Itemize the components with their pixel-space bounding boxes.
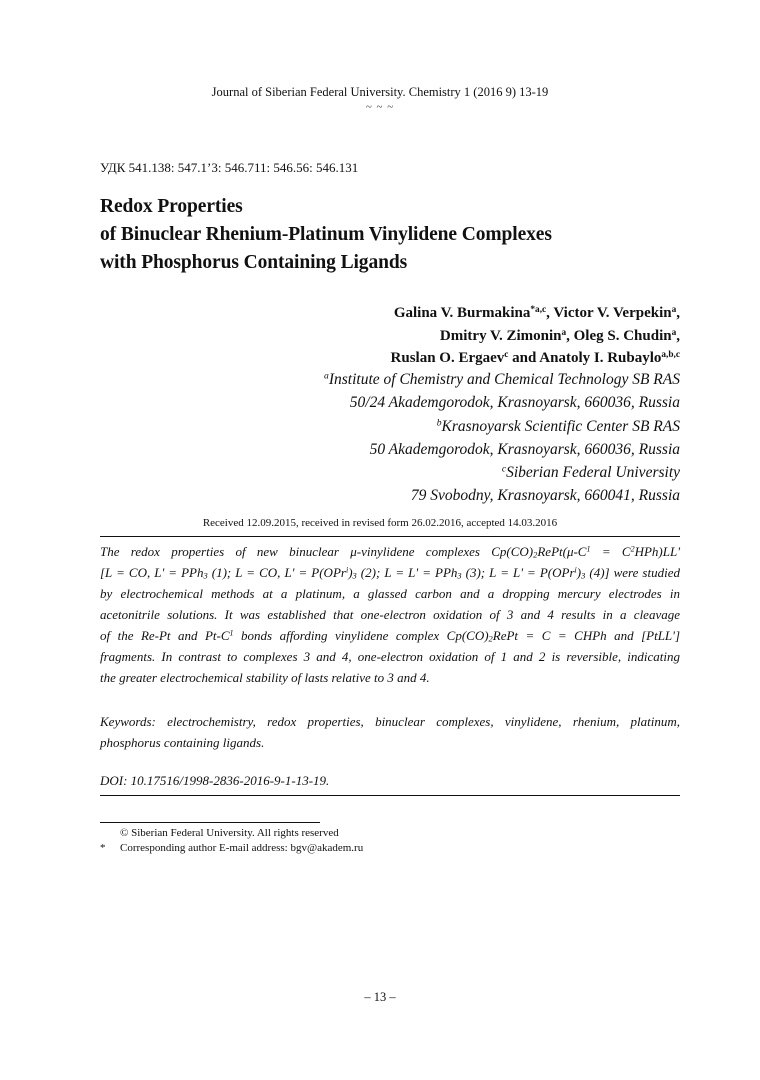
author-name: Dmitry V. Zimonin bbox=[439, 327, 562, 344]
footnote-mark: * bbox=[100, 842, 106, 854]
affil-mark: a bbox=[324, 370, 329, 382]
abstract-text: The redox properties of new binuclear μ-vinylidene complexes Cp(CO) bbox=[100, 544, 534, 559]
footnote-text: © Siberian Federal University. All rights reserved bbox=[120, 827, 339, 839]
authors-conjunction: and bbox=[508, 350, 540, 366]
article-title bbox=[100, 193, 552, 277]
journal-header: Journal of Siberian Federal University. Chemistry 1 (2016 9) 13-19 bbox=[211, 85, 549, 99]
title-line-1: Redox Properties bbox=[100, 196, 243, 217]
abstract-line-7: the greater electrochemical stability of lasts relative to 3 and 4. bbox=[100, 670, 430, 685]
affiliations bbox=[324, 368, 680, 508]
footnote-copyright bbox=[100, 826, 363, 841]
affil-name: Krasnoyarsk Scientific Center SB RAS bbox=[441, 417, 680, 435]
affiliation-c-address: 79 Svobodny, Krasnoyarsk, 660041, Russia bbox=[410, 487, 680, 505]
keywords bbox=[100, 711, 680, 753]
superscript: i bbox=[574, 565, 577, 575]
author-name: Anatoly I. Rubaylo bbox=[539, 350, 662, 366]
subscript: 2 bbox=[488, 633, 493, 644]
abstract-text: (4)] were studied bbox=[585, 565, 680, 580]
received-dates: Received 12.09.2015, received in revised form 26.02.2016, accepted 14.03.2016 bbox=[202, 517, 558, 529]
abstract-line-4: acetonitrile solutions. It was established that one-electron oxidation of 3 and 4 results in a cleavage bbox=[100, 607, 680, 622]
footnote-corresponding bbox=[100, 841, 363, 856]
abstract-text: [L = CO, L' = PPh bbox=[100, 565, 204, 580]
header-separator: ~ ~ ~ bbox=[365, 101, 395, 113]
abstract-top-rule bbox=[100, 536, 680, 537]
affil-mark: c bbox=[501, 463, 507, 475]
affiliation-c-name bbox=[324, 461, 680, 484]
title-line-3: with Phosphorus Containing Ligands bbox=[100, 252, 408, 273]
author-affil-mark: a bbox=[671, 327, 677, 338]
authors-line-1: Galina V. Burmakina$^{*a,c}$, Victor V. Verpekin$^a$, bbox=[393, 304, 680, 321]
title-line-2: of Binuclear Rhenium-Platinum Vinylidene Complexes bbox=[100, 224, 552, 245]
author-list bbox=[391, 302, 680, 370]
abstract-text: ) bbox=[348, 565, 353, 580]
affil-name: Siberian Federal University bbox=[506, 464, 680, 482]
keywords-line-2: phosphorus containing ligands. bbox=[100, 735, 265, 750]
subscript: 3 bbox=[203, 570, 208, 581]
page-number: – 13 – bbox=[364, 990, 396, 1004]
author-affil-mark: *a,c bbox=[530, 304, 547, 315]
abstract-text: (3); L = L' = P(OPr bbox=[461, 565, 575, 580]
affiliation-a-name bbox=[324, 368, 680, 391]
author-affil-mark: a bbox=[561, 327, 567, 338]
abstract-line-5 bbox=[100, 625, 680, 646]
subscript: 3 bbox=[457, 570, 462, 581]
abstract-line-6: fragments. In contrast to complexes 3 and 4, one-electron oxidation of 1 and 2 is reversible, indicating bbox=[100, 649, 680, 664]
subscript: 3 bbox=[581, 570, 586, 581]
abstract-text: RePt = C = CHPh and [PtLL'] bbox=[492, 628, 681, 643]
superscript: 1 bbox=[229, 628, 234, 638]
affiliation-b-address: 50 Akademgorodok, Krasnoyarsk, 660036, Russia bbox=[369, 440, 680, 458]
udk-code: УДК 541.138: 547.1’3: 546.711: 546.56: 546.131 bbox=[100, 160, 359, 175]
author-affil-mark: a bbox=[671, 304, 677, 315]
author-name: Ruslan O. Ergaev bbox=[390, 350, 505, 366]
abstract-bottom-rule bbox=[100, 795, 680, 796]
abstract-text: (1); L = CO, L' = P(OPr bbox=[207, 565, 346, 580]
affil-name: Institute of Chemistry and Chemical Technology SB RAS bbox=[328, 371, 680, 388]
author-name: Galina V. Burmakina bbox=[393, 305, 531, 321]
superscript: 2 bbox=[630, 544, 635, 554]
subscript: 3 bbox=[352, 570, 357, 581]
abstract-text: = C bbox=[590, 544, 631, 559]
superscript: i bbox=[345, 565, 349, 575]
abstract-text: bonds affording vinylidene complex Cp(CO) bbox=[233, 628, 489, 643]
authors-line-2: Dmitry V. Zimonin$^a$, Oleg S. Chudin$^a$, bbox=[439, 327, 680, 344]
doi: DOI: 10.17516/1998-2836-2016-9-1-13-19. bbox=[100, 773, 330, 788]
abstract-text: RePt(μ-C bbox=[537, 544, 587, 559]
footnote-rule bbox=[100, 822, 320, 823]
abstract-text: (2); L = L' = PPh bbox=[356, 565, 458, 580]
abstract-text: of the Re-Pt and Pt-C bbox=[100, 628, 230, 643]
abstract-line-1 bbox=[100, 541, 680, 562]
author-name: Oleg S. Chudin bbox=[573, 327, 672, 344]
abstract bbox=[100, 541, 680, 688]
superscript: 1 bbox=[586, 544, 591, 554]
abstract-text: ) bbox=[576, 565, 582, 580]
affil-mark: b bbox=[436, 417, 442, 429]
abstract-line-2 bbox=[100, 562, 680, 583]
author-name: Victor V. Verpekin bbox=[553, 305, 672, 321]
authors-line-3 bbox=[391, 347, 680, 370]
footnote-text: Corresponding author E-mail address: bgv@akadem.ru bbox=[120, 842, 364, 854]
abstract-line-3: by electrochemical methods at a platinum, a glassed carbon and a dropping mercury electrodes in bbox=[100, 586, 680, 601]
author-affil-mark: a,b,c bbox=[661, 349, 680, 360]
abstract-text: HPh)LL' bbox=[634, 544, 680, 559]
subscript: 2 bbox=[533, 549, 538, 560]
affiliation-b-name bbox=[324, 415, 680, 438]
author-affil-mark: c bbox=[504, 349, 509, 360]
keywords-line-1: Keywords: electrochemistry, redox properties, binuclear complexes, vinylidene, rhenium, platinum, bbox=[100, 714, 680, 729]
footnotes bbox=[100, 826, 363, 856]
affiliation-a-address: 50/24 Akademgorodok, Krasnoyarsk, 660036, Russia bbox=[349, 394, 680, 412]
